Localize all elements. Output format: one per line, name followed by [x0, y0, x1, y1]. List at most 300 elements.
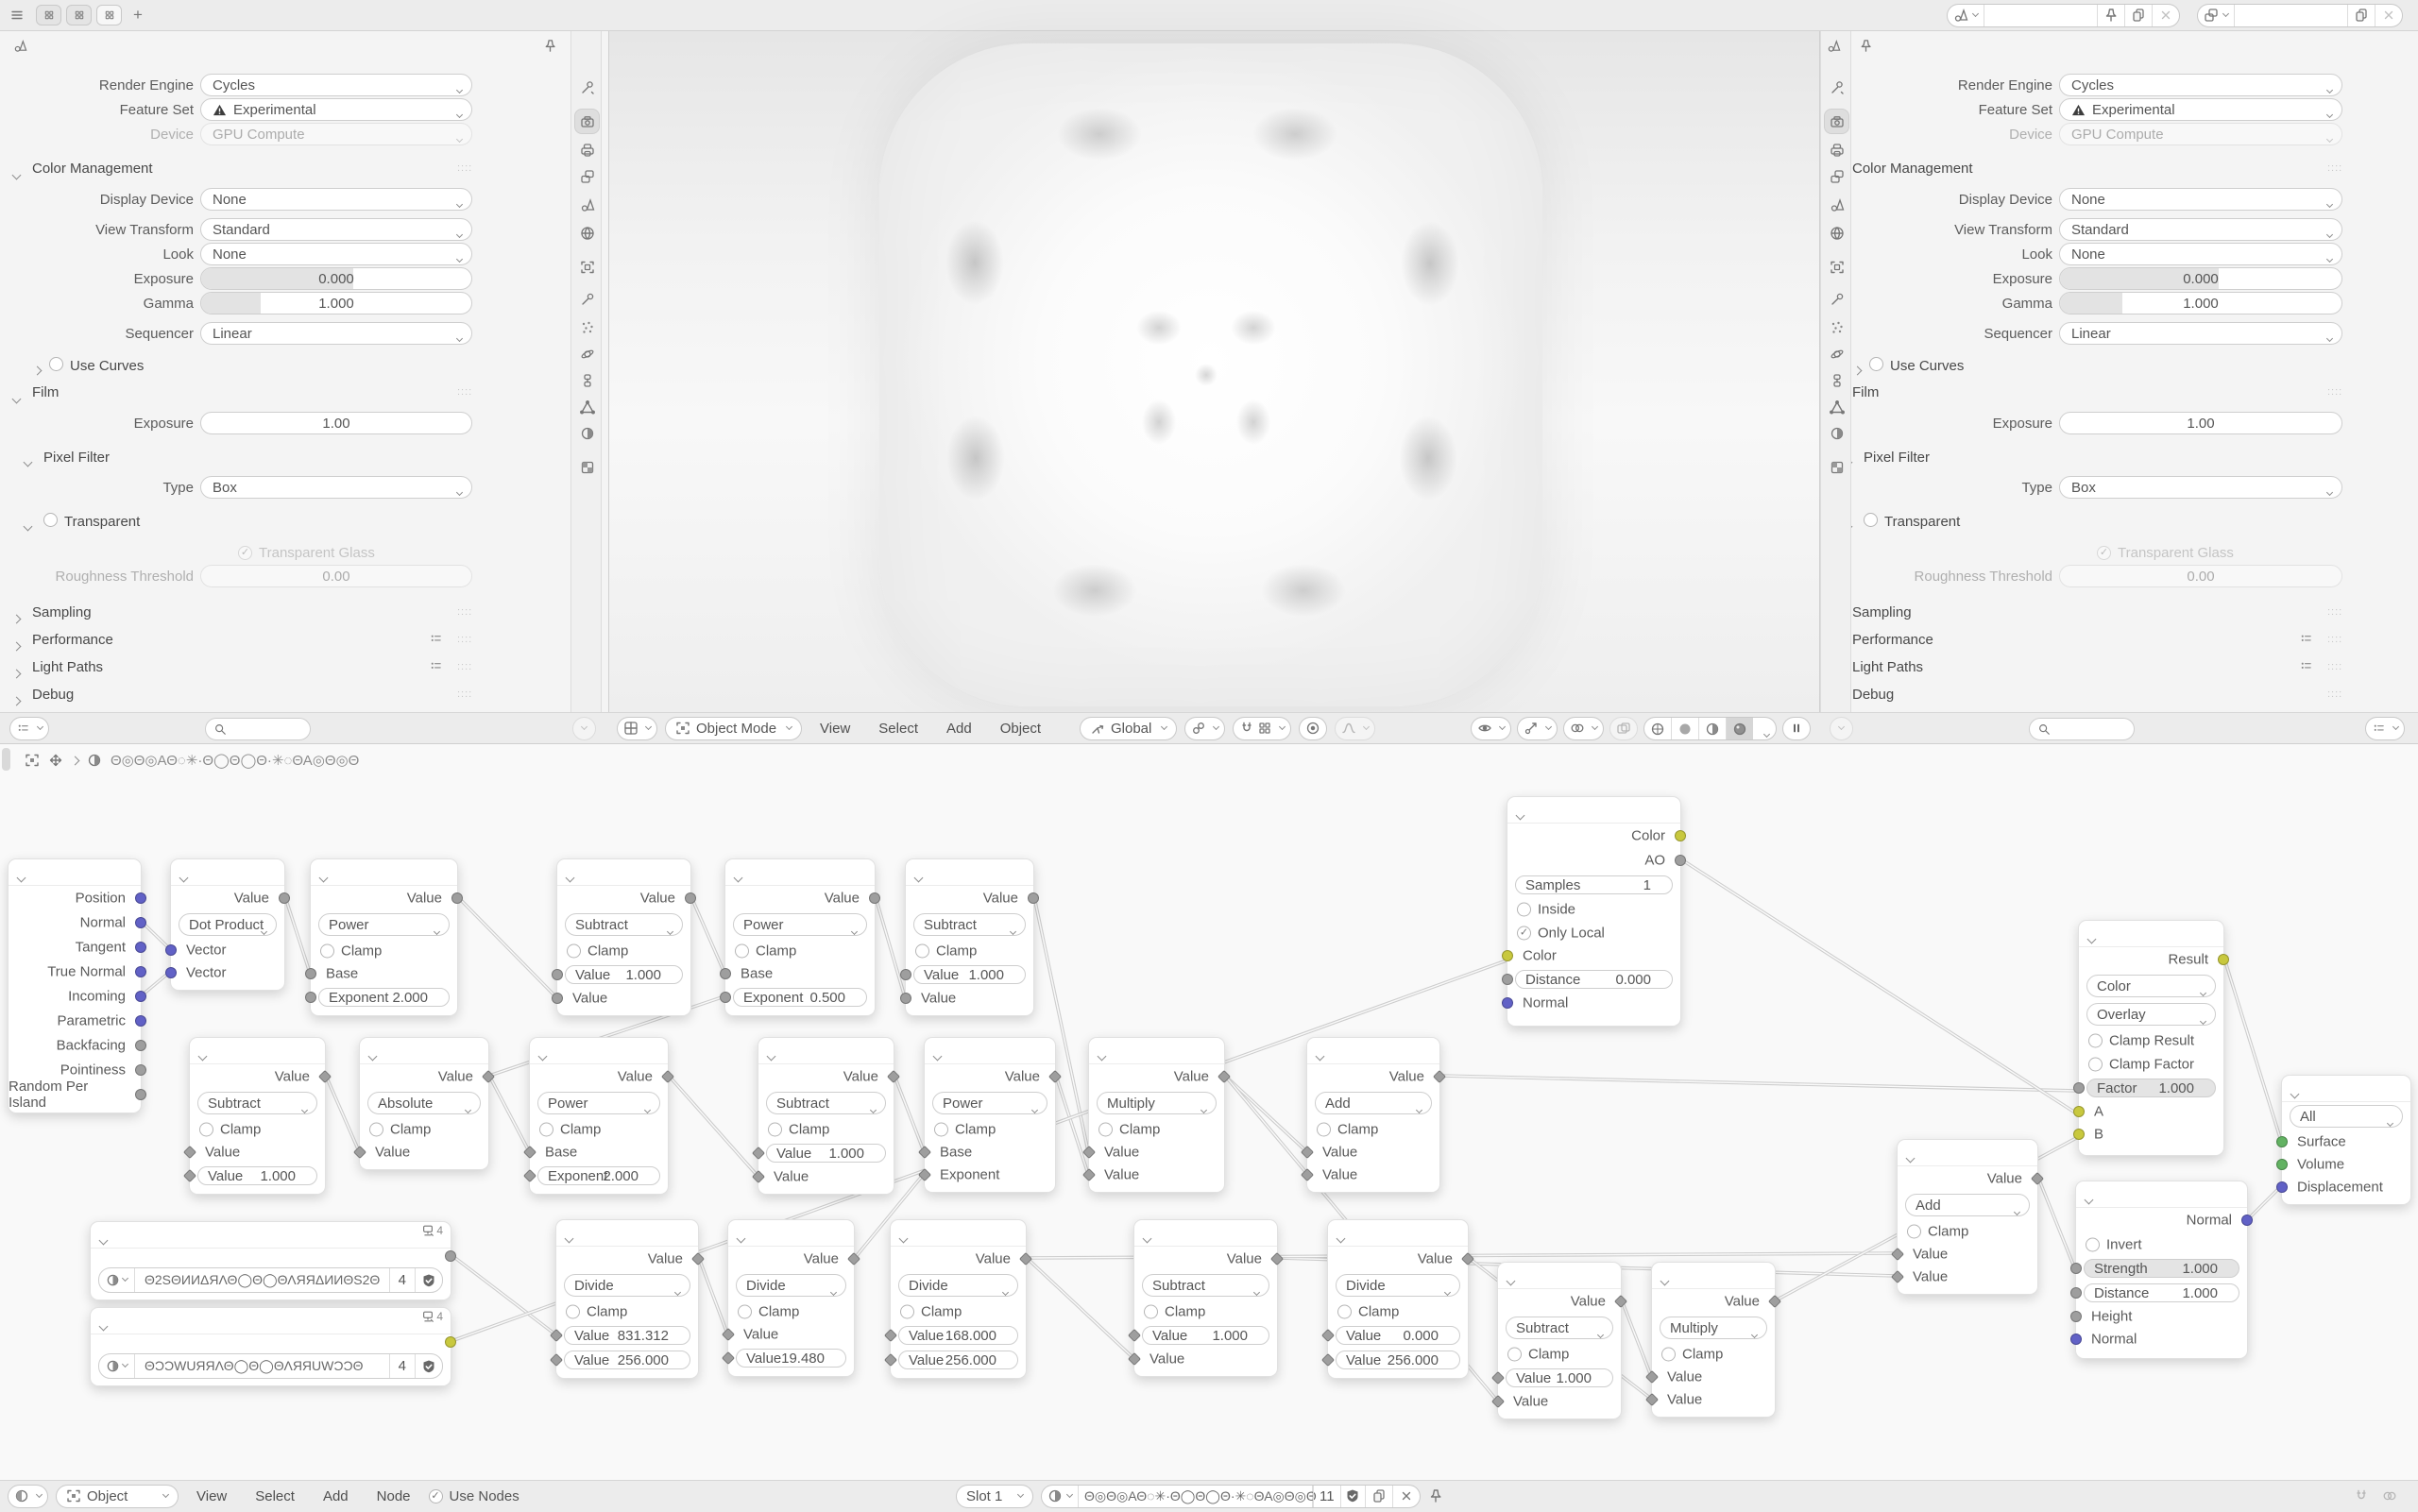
material-name-field[interactable]: Θ◎Θ◎ΑΘ◌✳·Θ◯Θ◯Θ·✳◌ΘΑ◎Θ◎Θ	[1079, 1486, 1313, 1507]
socket-output[interactable]	[1433, 1070, 1446, 1083]
socket-output[interactable]	[847, 1252, 860, 1266]
dropdown-field[interactable]	[2059, 218, 2342, 241]
presets-icon[interactable]	[429, 659, 443, 673]
node-power-1[interactable]	[310, 858, 458, 1016]
socket-input[interactable]	[2276, 1136, 2288, 1147]
section-toggle[interactable]	[13, 610, 20, 626]
collapse-icon[interactable]	[738, 1230, 744, 1246]
section-toggle[interactable]	[13, 637, 20, 654]
scene-icon[interactable]	[1948, 5, 1984, 26]
editor-type-button[interactable]	[2365, 717, 2405, 740]
checkbox[interactable]	[49, 357, 63, 375]
socket-input[interactable]	[918, 1168, 931, 1181]
socket-input[interactable]	[1502, 997, 1513, 1009]
fake-user-shield-button[interactable]	[415, 1354, 442, 1378]
menu-icon[interactable]	[9, 8, 25, 23]
material-users-count[interactable]: 11	[1313, 1486, 1341, 1507]
collapse-icon[interactable]	[1661, 1272, 1668, 1288]
users-count[interactable]: 4	[389, 1268, 415, 1292]
tab-object[interactable]	[1824, 254, 1849, 280]
material-icon[interactable]	[99, 1354, 135, 1378]
node-absolute[interactable]	[359, 1037, 489, 1170]
node-multiply-1[interactable]	[1088, 1037, 1225, 1193]
drag-grip[interactable]: ::::	[457, 162, 473, 174]
fake-user-shield-button[interactable]	[1341, 1486, 1366, 1507]
checkbox[interactable]: Clamp	[735, 943, 796, 959]
workspace-tab-1[interactable]	[36, 5, 61, 25]
value-field[interactable]	[200, 267, 472, 290]
socket-input[interactable]	[720, 992, 731, 1003]
socket-input[interactable]	[2073, 1129, 2085, 1140]
drag-grip[interactable]: ::::	[457, 634, 473, 645]
copy-icon[interactable]	[2125, 5, 2153, 26]
socket-input[interactable]	[305, 992, 316, 1003]
checkbox[interactable]: Invert	[2086, 1236, 2142, 1252]
socket-input[interactable]	[2073, 1106, 2085, 1117]
subsection-toggle[interactable]	[25, 518, 31, 534]
collapse-icon[interactable]	[2086, 1191, 2092, 1207]
node-add-1[interactable]	[1306, 1037, 1440, 1193]
checkbox[interactable]: Clamp	[738, 1303, 799, 1319]
tab-tool[interactable]	[1824, 75, 1849, 100]
socket-input[interactable]	[552, 969, 563, 980]
section-toggle[interactable]	[13, 692, 20, 708]
socket-input[interactable]	[1128, 1352, 1141, 1366]
search-input[interactable]	[2029, 718, 2135, 740]
socket-input[interactable]	[884, 1329, 897, 1342]
socket-output[interactable]	[887, 1070, 900, 1083]
collapse-icon[interactable]	[1337, 1230, 1344, 1246]
socket-output[interactable]	[869, 892, 880, 904]
node-subtract-5[interactable]	[1133, 1219, 1278, 1377]
collapse-icon[interactable]	[934, 1047, 941, 1063]
menu-node[interactable]: Node	[376, 1487, 411, 1504]
add-workspace-button[interactable]: +	[133, 6, 143, 24]
socket-output[interactable]	[1048, 1070, 1062, 1083]
socket-input[interactable]	[353, 1146, 366, 1159]
tab-physics[interactable]	[1824, 341, 1849, 366]
use-nodes-checkbox[interactable]: ✓ Use Nodes	[429, 1488, 519, 1504]
socket-input[interactable]	[550, 1353, 563, 1367]
copy-icon[interactable]	[2348, 5, 2375, 26]
tab-view-layer[interactable]	[1824, 163, 1849, 189]
socket-input[interactable]	[722, 1328, 735, 1341]
checkbox[interactable]: Inside	[1517, 901, 1575, 917]
collapse-toggle[interactable]	[34, 362, 41, 378]
socket-input[interactable]	[1491, 1395, 1505, 1408]
number-field[interactable]: Value 1.000	[766, 1144, 886, 1163]
datablock-name-field[interactable]: ΘƆƆWUЯЯΛΘ◯Θ◯ΘΛЯЯUWƆƆΘ	[145, 1358, 364, 1373]
socket-input[interactable]	[165, 967, 177, 978]
socket-input[interactable]	[1321, 1353, 1335, 1367]
pin-icon[interactable]	[2098, 5, 2125, 26]
tab-object[interactable]	[574, 254, 600, 280]
editor-type-button[interactable]	[9, 717, 49, 740]
value-field[interactable]	[2059, 565, 2342, 587]
checkbox[interactable]	[43, 513, 58, 531]
checkbox[interactable]: Clamp	[199, 1121, 261, 1137]
pin-icon[interactable]	[1428, 1488, 1443, 1504]
number-field[interactable]: Exponent 2.000	[318, 988, 450, 1007]
number-field[interactable]: Value 256.000	[564, 1351, 690, 1369]
collapse-icon[interactable]	[320, 869, 327, 885]
socket-output[interactable]	[445, 1250, 456, 1262]
socket-input[interactable]	[900, 969, 911, 980]
dropdown-field[interactable]	[200, 243, 472, 265]
drag-grip[interactable]: ::::	[457, 688, 473, 700]
number-field[interactable]: Value 1.000	[197, 1166, 317, 1185]
number-field[interactable]: Value 168.000	[898, 1326, 1018, 1345]
socket-output[interactable]	[2218, 954, 2229, 965]
slot-select[interactable]: Slot 1	[956, 1485, 1033, 1508]
collapse-icon[interactable]	[915, 869, 922, 885]
socket-output[interactable]	[135, 1089, 146, 1100]
checkbox[interactable]: ✓ Transparent Glass	[2097, 545, 2234, 561]
collapse-menu-button[interactable]	[1830, 717, 1853, 740]
socket-output[interactable]	[2241, 1215, 2253, 1226]
node-subtract-3[interactable]	[189, 1037, 326, 1195]
socket-input[interactable]	[2276, 1181, 2288, 1193]
snap-magnet-toggle[interactable]	[1233, 717, 1291, 740]
dropdown-field[interactable]	[200, 123, 472, 145]
xray-toggle[interactable]	[1609, 717, 1638, 740]
socket-input[interactable]	[1502, 950, 1513, 961]
material-icon[interactable]	[99, 1268, 135, 1292]
subsection-toggle[interactable]	[25, 453, 31, 469]
tab-object-data[interactable]	[1824, 394, 1849, 419]
dropdown-field[interactable]	[2059, 243, 2342, 265]
gizmos-dropdown[interactable]	[1517, 717, 1558, 740]
tab-tool[interactable]	[574, 75, 600, 100]
scene-name-field[interactable]	[1984, 5, 2098, 26]
number-field[interactable]: Value 1.000	[565, 965, 683, 984]
number-field[interactable]: Value 1.000	[1142, 1326, 1269, 1345]
dropdown-field[interactable]	[200, 98, 472, 121]
overlays-icon[interactable]	[2382, 1488, 2397, 1504]
collapse-icon[interactable]	[100, 1232, 107, 1248]
tab-physics[interactable]	[574, 341, 600, 366]
tab-constraints[interactable]	[1824, 367, 1849, 393]
checkbox[interactable]: Clamp	[1507, 1346, 1569, 1362]
shading-solid-button[interactable]	[1672, 718, 1699, 739]
checkbox[interactable]: Clamp	[900, 1303, 962, 1319]
socket-input[interactable]	[918, 1146, 931, 1159]
checkbox[interactable]: Clamp	[1661, 1346, 1723, 1362]
number-field[interactable]: Value 1.000	[913, 965, 1026, 984]
checkbox[interactable]: Clamp	[1907, 1223, 1968, 1239]
datablock-name-field[interactable]: Θ2SΘИИΔЯΛΘ◯Θ◯ΘΛЯЯΔИИΘS2Θ	[145, 1272, 381, 1287]
dropdown-field[interactable]	[2059, 476, 2342, 499]
drag-grip[interactable]: ::::	[2327, 386, 2343, 398]
snap-target-button[interactable]	[1184, 717, 1225, 740]
socket-output[interactable]	[445, 1336, 456, 1348]
socket-output[interactable]	[1461, 1252, 1474, 1266]
socket-output[interactable]	[1675, 855, 1686, 866]
value-field[interactable]	[2059, 292, 2342, 314]
node-divide-3[interactable]	[890, 1219, 1027, 1379]
tab-scene[interactable]	[1824, 192, 1849, 217]
menu-view[interactable]: View	[820, 720, 851, 737]
value-field[interactable]	[200, 412, 472, 434]
checkbox[interactable]: ✓ Only Local	[1517, 925, 1605, 941]
tab-world[interactable]	[1824, 220, 1849, 246]
checkbox[interactable]: Clamp	[567, 943, 628, 959]
close-icon[interactable]	[1393, 1486, 1420, 1507]
drag-grip[interactable]: ::::	[457, 606, 473, 618]
socket-output[interactable]	[135, 1064, 146, 1076]
number-field[interactable]: Exponent 2.000	[537, 1166, 660, 1185]
dropdown-field[interactable]	[2059, 98, 2342, 121]
tab-particles[interactable]	[574, 314, 600, 340]
socket-input[interactable]	[720, 968, 731, 979]
socket-input[interactable]	[165, 944, 177, 956]
presets-icon[interactable]	[2299, 632, 2313, 646]
socket-output[interactable]	[482, 1070, 495, 1083]
collapse-icon[interactable]	[1317, 1047, 1323, 1063]
collapse-icon[interactable]	[18, 869, 25, 885]
tab-world[interactable]	[574, 220, 600, 246]
socket-output[interactable]	[135, 991, 146, 1002]
number-field[interactable]: Distance 1.000	[2084, 1283, 2239, 1302]
tab-render[interactable]	[574, 109, 600, 134]
node-mix[interactable]	[2078, 920, 2224, 1156]
socket-input[interactable]	[752, 1170, 765, 1183]
tab-texture[interactable]	[574, 454, 600, 480]
number-field[interactable]: Exponent 0.500	[733, 988, 867, 1007]
shading-material-button[interactable]	[1699, 718, 1727, 739]
collapse-icon[interactable]	[2088, 930, 2095, 946]
collapse-icon[interactable]	[768, 1047, 775, 1063]
shading-dropdown[interactable]	[1753, 718, 1776, 739]
drag-grip[interactable]: ::::	[2327, 688, 2343, 700]
socket-input[interactable]	[884, 1353, 897, 1367]
node-power-4[interactable]	[924, 1037, 1056, 1193]
tab-modifiers[interactable]	[574, 286, 600, 312]
pin-icon[interactable]	[1859, 39, 1873, 53]
socket-input[interactable]	[1891, 1270, 1904, 1283]
dropdown-field[interactable]	[200, 74, 472, 96]
socket-output[interactable]	[1614, 1295, 1627, 1308]
dropdown-field[interactable]	[2059, 123, 2342, 145]
collapse-icon[interactable]	[1907, 1149, 1914, 1165]
pause-render-button[interactable]	[1782, 717, 1811, 740]
socket-output[interactable]	[691, 1252, 705, 1266]
socket-input[interactable]	[2073, 1082, 2085, 1094]
number-field[interactable]: Value 1.000	[1506, 1368, 1613, 1387]
checkbox[interactable]: Clamp	[539, 1121, 601, 1137]
value-field[interactable]	[2059, 267, 2342, 290]
socket-output[interactable]	[279, 892, 290, 904]
checkbox[interactable]	[1864, 513, 1878, 531]
number-field[interactable]: Factor 1.000	[2086, 1079, 2216, 1097]
socket-output[interactable]	[1768, 1295, 1781, 1308]
collapse-icon[interactable]	[567, 869, 573, 885]
node-dot-product[interactable]	[170, 858, 285, 991]
collapse-icon[interactable]	[1517, 807, 1524, 823]
collapse-icon[interactable]	[180, 869, 187, 885]
drag-grip[interactable]: ::::	[457, 661, 473, 672]
checkbox[interactable]: Clamp	[320, 943, 382, 959]
socket-input[interactable]	[523, 1146, 536, 1159]
node-subtract-2[interactable]	[905, 858, 1034, 1016]
checkbox[interactable]: Clamp	[369, 1121, 431, 1137]
visibility-dropdown[interactable]	[1471, 717, 1511, 740]
collapse-icon[interactable]	[1098, 1047, 1105, 1063]
section-toggle[interactable]	[13, 665, 20, 681]
copy-icon[interactable]	[1366, 1486, 1393, 1507]
menu-select[interactable]: Select	[255, 1487, 295, 1504]
presets-icon[interactable]	[2299, 659, 2313, 673]
tab-scene[interactable]	[574, 192, 600, 217]
workspace-tab-2[interactable]	[66, 5, 92, 25]
node-add-2[interactable]	[1897, 1139, 2038, 1295]
menu-object[interactable]: Object	[999, 720, 1042, 737]
tab-particles[interactable]	[1824, 314, 1849, 340]
drag-grip[interactable]: ::::	[2327, 162, 2343, 174]
collapse-icon[interactable]	[2291, 1085, 2298, 1101]
dropdown-field[interactable]	[200, 188, 472, 211]
socket-input[interactable]	[523, 1169, 536, 1182]
socket-input[interactable]	[900, 993, 911, 1004]
node-subtract-6[interactable]	[1497, 1262, 1622, 1419]
socket-input[interactable]	[1128, 1329, 1141, 1342]
drag-grip[interactable]: ::::	[2327, 661, 2343, 672]
dropdown-field[interactable]	[200, 218, 472, 241]
socket-input[interactable]	[1645, 1370, 1659, 1384]
search-input[interactable]	[205, 718, 311, 740]
socket-output[interactable]	[1270, 1252, 1284, 1266]
checkbox[interactable]: Clamp	[934, 1121, 996, 1137]
node-multiply-2[interactable]	[1651, 1262, 1776, 1418]
menu-select[interactable]: Select	[878, 720, 918, 737]
socket-input[interactable]	[2070, 1311, 2082, 1322]
tab-constraints[interactable]	[574, 367, 600, 393]
node-geometry[interactable]	[8, 858, 142, 1113]
checkbox[interactable]: Clamp	[1144, 1303, 1205, 1319]
number-field[interactable]: Samples 1	[1515, 875, 1673, 894]
collapse-icon[interactable]	[900, 1230, 907, 1246]
socket-input[interactable]	[1301, 1168, 1314, 1181]
checkbox[interactable]: Clamp	[915, 943, 977, 959]
socket-output[interactable]	[135, 917, 146, 928]
menu-add[interactable]: Add	[946, 720, 972, 737]
node-divide-2[interactable]	[727, 1219, 855, 1377]
mode-select[interactable]: Object Mode	[665, 717, 802, 740]
socket-input[interactable]	[2070, 1334, 2082, 1345]
proportional-falloff-select[interactable]	[1335, 717, 1375, 740]
node-bump[interactable]	[2075, 1181, 2248, 1359]
node-ao[interactable]	[1507, 796, 1681, 1027]
drag-grip[interactable]: ::::	[2327, 634, 2343, 645]
collapse-icon[interactable]	[369, 1047, 376, 1063]
node-divide-1[interactable]	[555, 1219, 699, 1379]
checkbox[interactable]: Clamp	[1317, 1121, 1378, 1137]
checkbox[interactable]: Clamp	[768, 1121, 829, 1137]
socket-output[interactable]	[451, 892, 463, 904]
socket-input[interactable]	[722, 1351, 735, 1365]
socket-input[interactable]	[552, 993, 563, 1004]
tab-output[interactable]	[1824, 137, 1849, 162]
collapse-icon[interactable]	[566, 1230, 572, 1246]
socket-input[interactable]	[1082, 1168, 1096, 1181]
number-field[interactable]: Strength 1.000	[2084, 1259, 2239, 1278]
socket-input[interactable]	[752, 1147, 765, 1160]
checkbox[interactable]: Clamp	[1098, 1121, 1160, 1137]
view-layer-name-field[interactable]	[2235, 5, 2348, 26]
socket-output[interactable]	[1019, 1252, 1032, 1266]
node-output[interactable]	[2281, 1075, 2411, 1205]
proportional-editing-toggle[interactable]	[1299, 717, 1327, 740]
socket-input[interactable]	[1502, 974, 1513, 985]
socket-output[interactable]	[1028, 892, 1039, 904]
socket-input[interactable]	[1491, 1371, 1505, 1385]
tab-material[interactable]	[1824, 420, 1849, 446]
checkbox[interactable]: ✓ Transparent Glass	[238, 545, 375, 561]
collapse-icon[interactable]	[539, 1047, 546, 1063]
drag-grip[interactable]: ::::	[457, 386, 473, 398]
socket-input[interactable]	[2070, 1263, 2082, 1274]
collapse-icon[interactable]	[735, 869, 741, 885]
number-field[interactable]: Value 831.312	[564, 1326, 690, 1345]
socket-input[interactable]	[2276, 1159, 2288, 1170]
socket-output[interactable]	[135, 966, 146, 977]
socket-output[interactable]	[318, 1070, 332, 1083]
pin-icon[interactable]	[543, 39, 557, 53]
collapse-icon[interactable]	[199, 1047, 206, 1063]
presets-icon[interactable]	[429, 632, 443, 646]
socket-output[interactable]	[685, 892, 696, 904]
socket-output[interactable]	[2031, 1172, 2044, 1185]
node-power-3[interactable]	[529, 1037, 669, 1195]
checkbox[interactable]: Clamp	[1337, 1303, 1399, 1319]
tab-view-layer[interactable]	[574, 163, 600, 189]
checkbox[interactable]: Clamp Factor	[2088, 1056, 2194, 1072]
number-field[interactable]: Value 256.000	[1336, 1351, 1460, 1369]
dropdown-field[interactable]	[200, 322, 472, 345]
number-field[interactable]: Value 0.000	[1336, 1326, 1460, 1345]
dropdown-field[interactable]	[2059, 322, 2342, 345]
socket-output[interactable]	[135, 942, 146, 953]
checkbox[interactable]	[1869, 357, 1883, 375]
shading-rendered-button[interactable]	[1727, 718, 1753, 739]
socket-input[interactable]	[183, 1169, 196, 1182]
socket-input[interactable]	[1082, 1146, 1096, 1159]
socket-output[interactable]	[135, 1040, 146, 1051]
tab-output[interactable]	[574, 137, 600, 162]
snap-icon[interactable]	[2354, 1488, 2369, 1504]
shading-wireframe-button[interactable]	[1644, 718, 1672, 739]
value-field[interactable]	[200, 565, 472, 587]
socket-output[interactable]	[1218, 1070, 1231, 1083]
editor-type-button[interactable]	[8, 1485, 48, 1508]
socket-input[interactable]	[305, 968, 316, 979]
socket-output[interactable]	[661, 1070, 674, 1083]
view-layer-icon[interactable]	[2198, 5, 2235, 26]
checkbox[interactable]: Clamp	[566, 1303, 627, 1319]
node-power-2[interactable]	[724, 858, 876, 1016]
material-icon[interactable]	[1042, 1486, 1079, 1507]
socket-input[interactable]	[1301, 1146, 1314, 1159]
number-field[interactable]: Distance 0.000	[1515, 970, 1673, 989]
tab-object-data[interactable]	[574, 394, 600, 419]
dropdown-field[interactable]	[200, 476, 472, 499]
collapse-icon[interactable]	[1144, 1230, 1150, 1246]
socket-input[interactable]	[183, 1146, 196, 1159]
workspace-tab-3[interactable]	[96, 5, 122, 25]
socket-output[interactable]	[1675, 830, 1686, 841]
dropdown-field[interactable]	[2059, 188, 2342, 211]
collapse-icon[interactable]	[1507, 1272, 1514, 1288]
